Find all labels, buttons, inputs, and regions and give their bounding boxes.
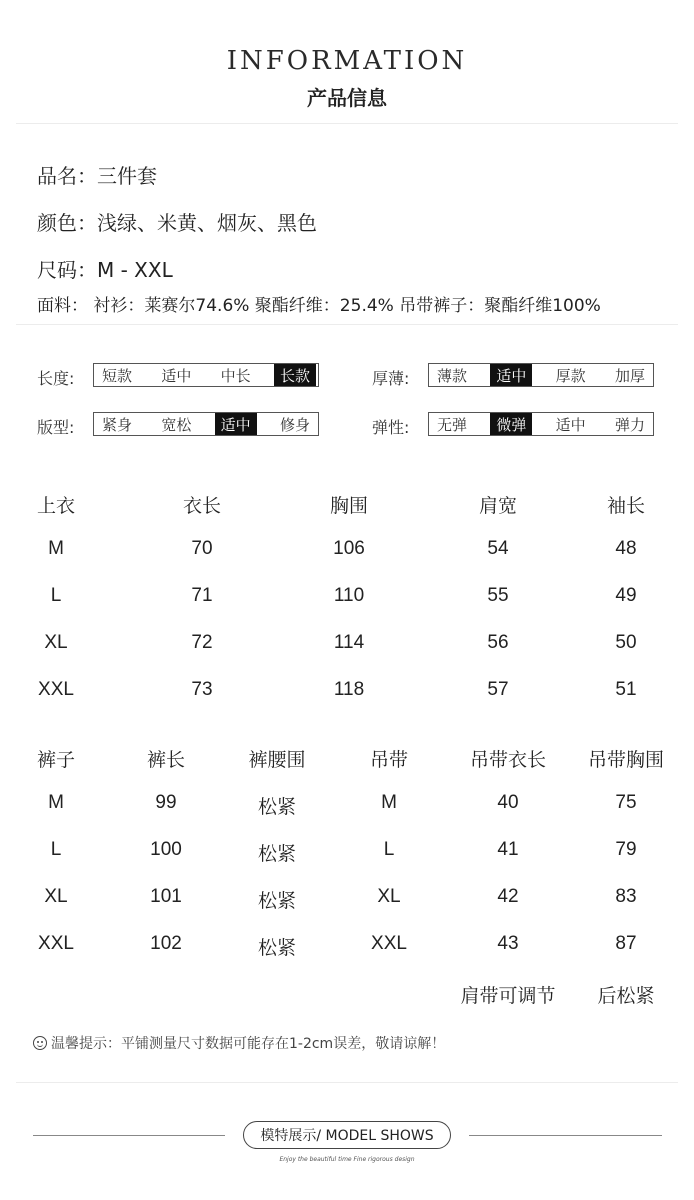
model-shows-subtitle: Enjoy the beautiful time Fine rigorous design: [279, 1156, 415, 1163]
table-cell: XXL: [38, 679, 74, 700]
table-cell: 101: [150, 886, 182, 907]
table-cell: 83: [615, 886, 637, 907]
table-header-cell: 裤子: [36, 749, 75, 771]
table-cell: XXL: [38, 933, 74, 954]
table-cell: 118: [333, 679, 365, 700]
attr-option: 微弹: [490, 413, 532, 435]
table-cell: XL: [377, 886, 401, 907]
table-header-cell: 胸围: [329, 495, 368, 517]
table-cell: 松紧: [257, 938, 296, 959]
attr-option: 适中: [215, 413, 257, 435]
attr-elasticity-box: [428, 412, 654, 436]
attr-option: 紧身: [102, 415, 133, 434]
table-cell: L: [50, 585, 62, 606]
table-cell: 57: [487, 679, 509, 700]
table-cell: XXL: [371, 933, 407, 954]
info-size: 尺码：M - XXL: [37, 258, 173, 282]
table-cell: 50: [615, 632, 637, 653]
table-cell: 110: [333, 585, 365, 606]
attr-option: 短款: [102, 366, 133, 385]
info-fabric: 面料： 衬衫：莱赛尔74.6% 聚酯纤维：25.4% 吊带裤子：聚酯纤维100%: [37, 296, 601, 316]
table-header-cell: 吊带胸围: [587, 749, 664, 771]
tip-label: 温馨提示：平铺测量尺寸数据可能存在1-2cm误差，敬请谅解！: [51, 1036, 446, 1052]
tip-text: [33, 1033, 445, 1053]
table-cell: XL: [44, 886, 68, 907]
attr-option: 弹力: [614, 415, 645, 434]
table-header-cell: 吊带: [369, 749, 408, 771]
divider: [16, 1082, 678, 1083]
table-cell: XL: [44, 632, 68, 653]
table-cell: 102: [150, 933, 182, 954]
attr-option: 厚款: [555, 366, 586, 385]
attr-option: 加厚: [614, 366, 645, 385]
table-header-cell: 袖长: [606, 495, 645, 517]
table-cell: 51: [615, 679, 637, 700]
table-header-cell: 裤长: [146, 749, 185, 771]
table-cell: 72: [191, 632, 213, 653]
table-cell: 43: [497, 933, 519, 954]
table-cell: 114: [333, 632, 365, 653]
table-cell: M: [48, 792, 64, 813]
model-shows-label: 模特展示/ MODEL SHOWS: [260, 1128, 434, 1144]
table-cell: 71: [191, 585, 213, 606]
table-cell: 松紧: [257, 844, 296, 865]
table-footer-note: 后松紧: [597, 985, 655, 1007]
table-footer-note: 肩带可调节: [460, 985, 556, 1007]
info-name: 品名：三件套: [37, 164, 157, 188]
page-title-en: INFORMATION: [226, 46, 468, 76]
table-cell: 73: [191, 679, 213, 700]
table-cell: 106: [333, 538, 365, 559]
attr-fit-label: 版型:: [37, 418, 75, 437]
table-cell: M: [381, 792, 397, 813]
table-cell: 松紧: [257, 797, 296, 818]
model-shows-line-right: [469, 1135, 662, 1136]
table-cell: 54: [487, 538, 509, 559]
attr-option: 无弹: [437, 415, 468, 434]
attr-option: 修身: [279, 415, 310, 434]
table-cell: 79: [615, 839, 637, 860]
table-header-cell: 吊带衣长: [469, 749, 546, 771]
attr-option: 中长: [220, 366, 251, 385]
table-header-cell: 衣长: [182, 495, 221, 517]
info-color: 颜色：浅绿、米黄、烟灰、黑色: [37, 211, 317, 235]
model-shows-line-left: [33, 1135, 225, 1136]
attr-elasticity-label: 弹性:: [372, 418, 410, 437]
table-cell: 41: [497, 839, 519, 860]
divider: [16, 123, 678, 124]
table-header-cell: 肩宽: [478, 495, 517, 517]
table-header-cell: 裤腰围: [248, 749, 306, 771]
page-title-cn: 产品信息: [307, 86, 387, 110]
table-cell: M: [48, 538, 64, 559]
table-cell: 40: [497, 792, 519, 813]
attr-length-label: 长度:: [37, 369, 75, 388]
table-cell: 48: [615, 538, 637, 559]
attr-option: 长款: [274, 364, 316, 386]
attr-option: 适中: [490, 364, 532, 386]
attr-option: 适中: [555, 415, 586, 434]
attr-option: 薄款: [437, 366, 468, 385]
table-cell: 87: [615, 933, 637, 954]
attr-fit-box: [93, 412, 319, 436]
table-header-cell: 上衣: [36, 495, 75, 517]
table-cell: 70: [191, 538, 213, 559]
attr-option: 适中: [161, 366, 192, 385]
attr-thickness-box: [428, 363, 654, 387]
table-cell: L: [383, 839, 395, 860]
attr-length-box: [93, 363, 319, 387]
table-cell: 75: [615, 792, 637, 813]
table-cell: 56: [487, 632, 509, 653]
table-cell: 55: [487, 585, 509, 606]
attr-option: 宽松: [161, 415, 192, 434]
divider: [16, 324, 678, 325]
table-cell: 99: [155, 792, 177, 813]
table-cell: 42: [497, 886, 519, 907]
table-cell: 100: [150, 839, 182, 860]
table-cell: L: [50, 839, 62, 860]
table-cell: 49: [615, 585, 637, 606]
table-cell: 松紧: [257, 891, 296, 912]
smile-icon: [33, 1036, 47, 1050]
attr-thickness-label: 厚薄:: [372, 369, 410, 388]
model-shows-pill: [243, 1121, 451, 1149]
